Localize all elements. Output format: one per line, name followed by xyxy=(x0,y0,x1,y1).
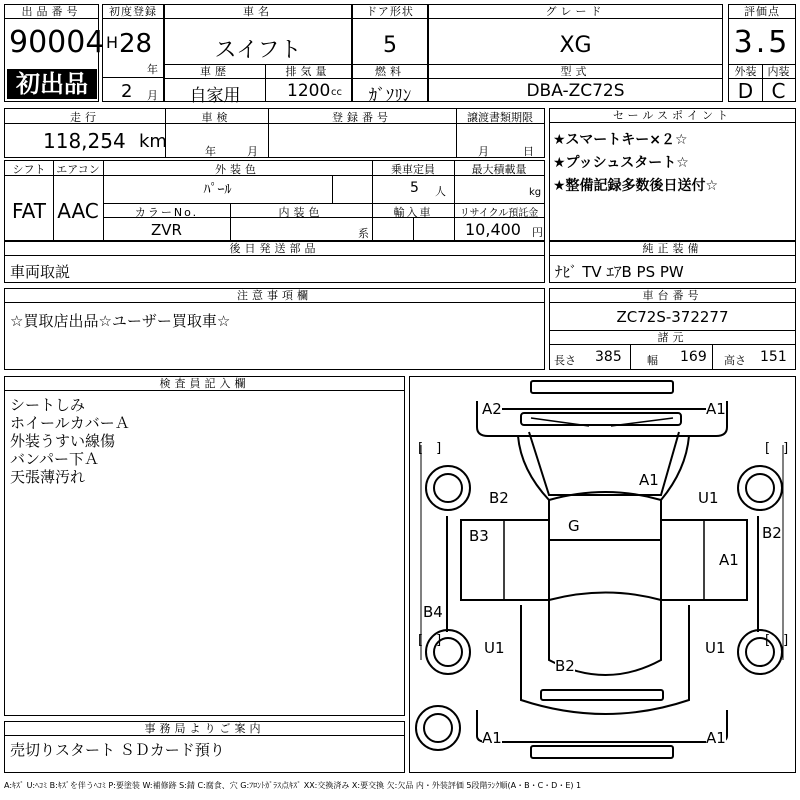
history-value: 自家用 xyxy=(189,86,241,106)
int-color-label: 内装色 xyxy=(278,206,324,219)
damage-mark: A2 xyxy=(482,400,502,418)
inspection-year: 年 xyxy=(205,145,216,158)
history-label: 車歴 xyxy=(165,65,265,79)
bracket-mark: [ ] xyxy=(418,441,442,456)
name-label: 車名 xyxy=(165,5,351,19)
ac-label: エアコン xyxy=(56,163,100,176)
office-box xyxy=(4,721,405,773)
model-label: 型式 xyxy=(429,65,722,79)
height-label: 高さ xyxy=(724,354,746,367)
doors-label: ドア形状 xyxy=(353,5,427,19)
reg-era: H xyxy=(106,33,119,52)
score-box xyxy=(728,4,796,102)
color-label: 外装色 xyxy=(215,163,260,176)
bracket-mark: [ ] xyxy=(765,633,789,648)
damage-mark: A1 xyxy=(719,551,739,569)
equipment-value: ﾅﾋﾞ TV ｴｱB PS PW xyxy=(555,263,684,281)
damage-mark: A1 xyxy=(482,729,502,747)
displacement-unit: cc xyxy=(331,87,342,98)
displacement-value: 1200 xyxy=(287,81,331,101)
damage-mark: U1 xyxy=(484,639,505,657)
year-unit: 年 xyxy=(147,63,158,76)
import-label: 輸入車 xyxy=(393,206,433,219)
model-value: DBA-ZC72S xyxy=(526,81,625,101)
inspector-line: 外装うすい線傷 xyxy=(10,432,116,450)
color-value: ﾊﾟｰﾙ xyxy=(203,182,232,198)
damage-mark: U1 xyxy=(705,639,726,657)
reg-year: 28 xyxy=(119,29,153,59)
lot-number: 90004 xyxy=(9,25,105,60)
load-unit: kg xyxy=(529,187,542,198)
exterior-value: D xyxy=(737,79,754,103)
damage-mark: B2 xyxy=(762,524,782,542)
inspector-box xyxy=(4,376,405,716)
capacity-unit: 人 xyxy=(435,185,446,198)
inspection-label: 車検 xyxy=(201,111,232,124)
score-label: 評価点 xyxy=(729,5,795,19)
recycle-unit: 円 xyxy=(532,226,543,239)
first-listing-badge: 初出品 xyxy=(7,69,97,99)
grade-box xyxy=(428,4,723,102)
recycle-value: 10,400 xyxy=(465,220,521,239)
height-value: 151 xyxy=(760,349,787,365)
plate-label: 登録番号 xyxy=(332,111,392,124)
grade-label: グレード xyxy=(429,5,722,19)
damage-mark: A1 xyxy=(706,729,726,747)
capacity-value: 5 xyxy=(410,180,419,196)
displacement-label: 排気量 xyxy=(265,65,351,79)
interior-value: C xyxy=(771,79,786,103)
later-value: 車両取説 xyxy=(10,263,71,281)
sales-point: ★プッシュスタート☆ xyxy=(553,155,689,171)
damage-mark: A1 xyxy=(639,471,659,489)
doors-box xyxy=(352,4,428,106)
recycle-label: リサイクル預託金 xyxy=(459,208,539,219)
equipment-label: 純正装備 xyxy=(550,242,795,256)
inspector-line: シートしみ xyxy=(10,396,86,414)
int-color-unit: 系 xyxy=(358,227,369,240)
width-label: 幅 xyxy=(647,354,658,367)
damage-mark: B3 xyxy=(469,527,489,545)
doors-value: 5 xyxy=(383,33,397,58)
shift-value: FAT xyxy=(11,199,46,223)
sales-label: セールスポイント xyxy=(550,109,795,123)
length-label: 長さ xyxy=(554,354,576,367)
inspector-label: 検査員記入欄 xyxy=(5,377,404,391)
ac-value: AAC xyxy=(57,199,99,223)
sales-point: ★整備記録多数後日送付☆ xyxy=(553,178,719,194)
row2-box xyxy=(4,108,545,158)
capacity-label: 乗車定員 xyxy=(391,163,435,176)
car-name: スイフト xyxy=(214,38,302,63)
notes-label: 注意事項欄 xyxy=(5,289,544,303)
office-value: 売切りスタート ＳＤカード預り xyxy=(10,741,225,759)
lot-box xyxy=(4,4,105,102)
chassis-box xyxy=(549,288,796,370)
damage-mark: A1 xyxy=(706,400,726,418)
reg-label: 初度登録 xyxy=(103,5,163,19)
damage-mark: B4 xyxy=(423,603,443,621)
month-unit: 月 xyxy=(147,89,158,102)
inspector-line: バンパー下Ａ xyxy=(10,450,99,468)
lot-label: 出品番号 xyxy=(5,5,98,19)
length-value: 385 xyxy=(595,349,622,365)
name-box xyxy=(164,4,352,106)
later-box xyxy=(4,241,545,283)
office-label: 事務局よりご案内 xyxy=(5,722,404,736)
car-diagram xyxy=(409,376,796,773)
sales-point: ★スマートキー×２☆ xyxy=(553,132,688,148)
dims-label: 諸元 xyxy=(550,331,795,345)
notes-value: ☆買取店出品☆ユーザー買取車☆ xyxy=(10,312,231,330)
mileage-label: 走行 xyxy=(70,111,100,124)
inspection-month: 月 xyxy=(247,145,258,158)
car-outline-svg xyxy=(410,377,795,772)
bracket-mark: [ ] xyxy=(765,441,789,456)
inspector-line: 天張薄汚れ xyxy=(10,468,86,486)
fuel-label: 燃料 xyxy=(353,65,427,79)
legend: A:ｷｽﾞ U:ﾍｺﾐ B:ｷｽﾞを伴うﾍｺﾐ P:要塗装 W:補修跡 S:錆 C:腐食、穴 G:ﾌﾛﾝﾄｶﾞﾗｽ点ｷｽﾞ XX:交換済み X:要交換 欠:欠品 内・外装評価 5段階ﾗﾝｸ順(A・B・C・D・E) 1 xyxy=(4,781,582,790)
score-value: 3.5 xyxy=(733,25,791,60)
damage-mark: B2 xyxy=(555,657,575,675)
damage-mark: U1 xyxy=(698,489,719,507)
shift-label: シフト xyxy=(12,163,46,176)
row3-box xyxy=(4,160,545,241)
color-no-value: ZVR xyxy=(151,221,182,239)
notes-box xyxy=(4,288,545,370)
exterior-label: 外装 xyxy=(729,65,762,79)
later-label: 後日発送部品 xyxy=(5,242,544,256)
sales-box xyxy=(549,108,796,241)
inspector-line: ホイールカバーＡ xyxy=(10,414,130,432)
damage-mark: G xyxy=(568,517,580,535)
mileage-value: 118,254 xyxy=(43,129,126,153)
bracket-mark: [ ] xyxy=(418,633,442,648)
chassis-value: ZC72S-372277 xyxy=(616,308,729,326)
equipment-box xyxy=(549,241,796,283)
transfer-label: 譲渡書類期限 xyxy=(467,111,533,124)
reg-box xyxy=(102,4,164,102)
mileage-unit: km xyxy=(139,131,167,152)
reg-month: 2 xyxy=(121,81,133,102)
interior-label: 内装 xyxy=(762,65,795,79)
color-no-label: カラーNo. xyxy=(134,206,199,219)
grade-value: XG xyxy=(559,33,592,58)
load-label: 最大積載量 xyxy=(471,163,527,176)
damage-mark: B2 xyxy=(489,489,509,507)
transfer-month: 月 xyxy=(478,145,489,158)
chassis-label: 車台番号 xyxy=(550,289,795,303)
transfer-day: 日 xyxy=(523,145,534,158)
fuel-value: ｶﾞｿﾘﾝ xyxy=(368,86,412,106)
width-value: 169 xyxy=(680,349,707,365)
